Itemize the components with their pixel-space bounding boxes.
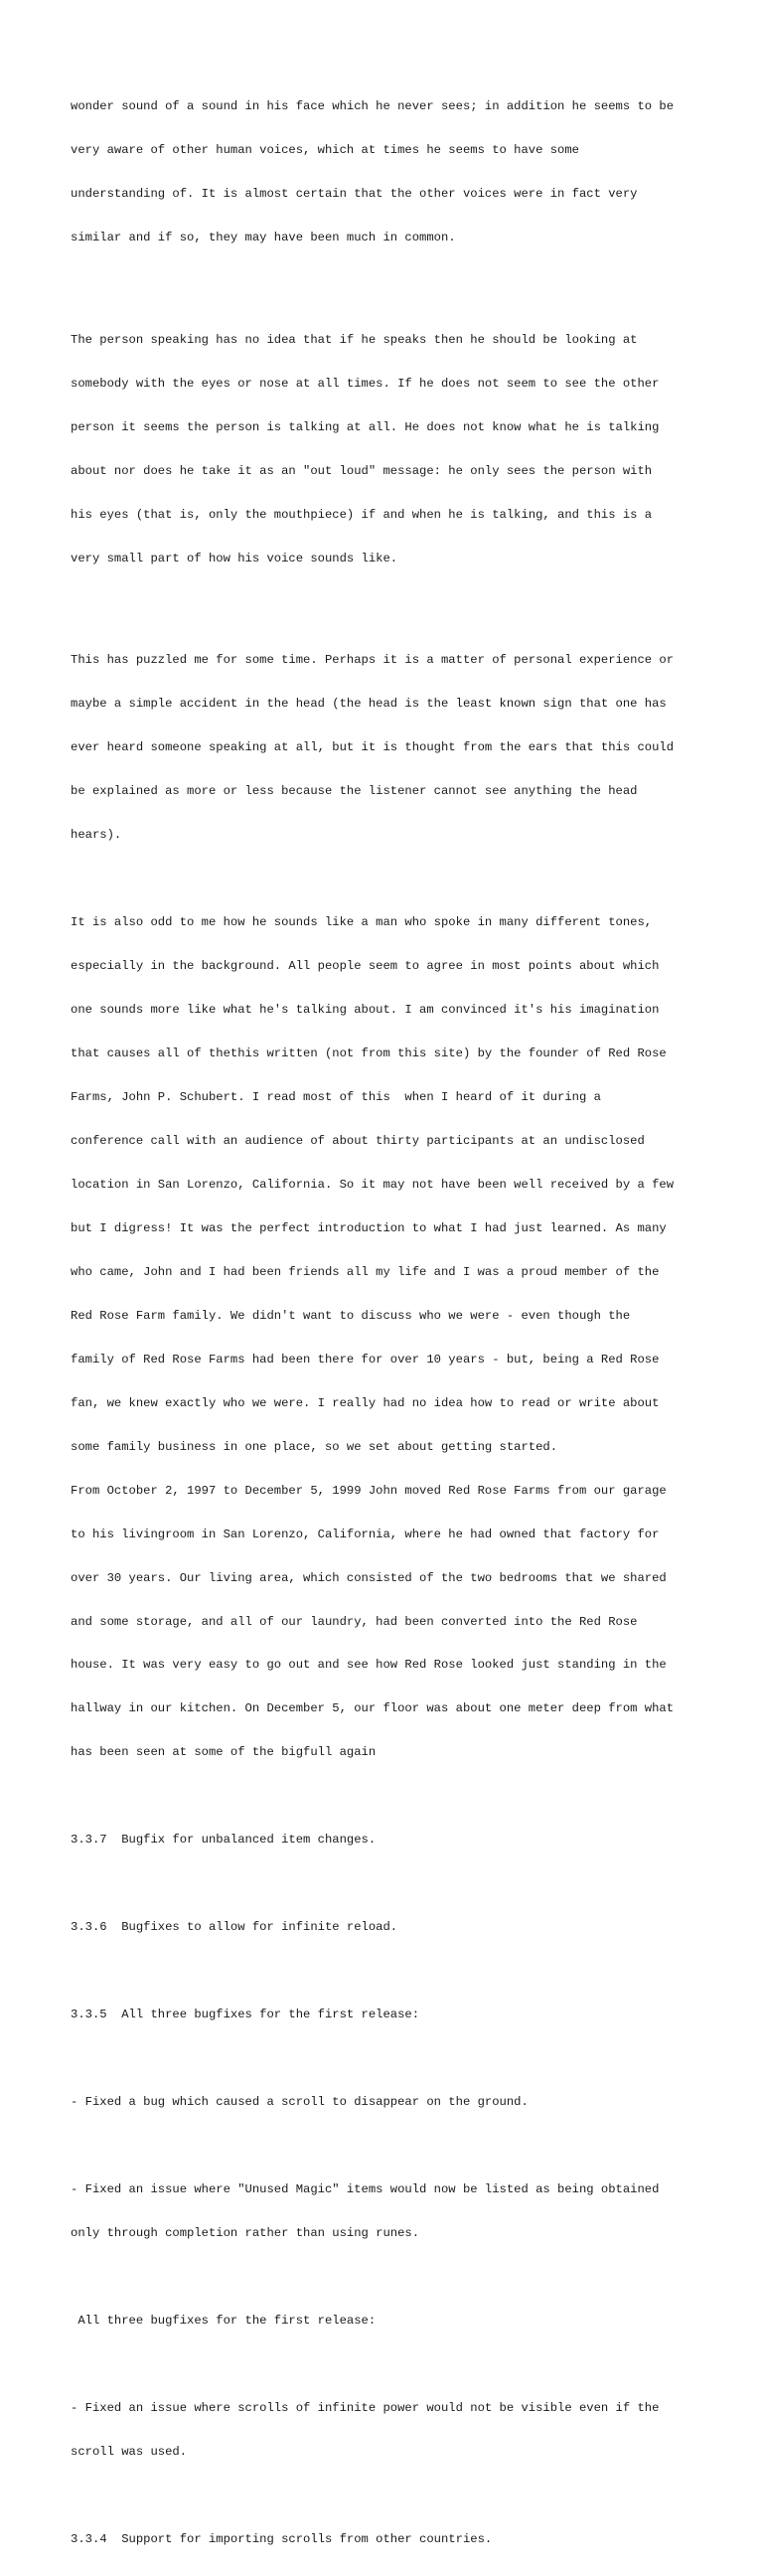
text-line: be explained as more or less because the listener cannot see anything the head: [71, 784, 638, 799]
text-line: hears).: [71, 828, 122, 843]
text-line: family of Red Rose Farms had been there for over 10 years - but, being a Red Rose: [71, 1352, 660, 1367]
text-line: 3.3.5 All three bugfixes for the first release:: [71, 2008, 420, 2022]
text-line: but I digress! It was the perfect introduction to what I had just learned. As many: [71, 1220, 667, 1235]
changelog-entry: [71, 1891, 726, 1964]
text-line: All three bugfixes for the first release:: [71, 2313, 377, 2328]
text-line: understanding of. It is almost certain that the other voices were in fact very: [71, 187, 638, 202]
text-line: ever heard someone speaking at all, but it is thought from the ears that this could: [71, 740, 675, 755]
text-line: only through completion rather than using runes.: [71, 2226, 420, 2240]
paragraph: [71, 71, 726, 274]
text-line: person it seems the person is talking at all. He does not know what he is talking: [71, 419, 660, 434]
paragraph: [71, 886, 726, 1790]
changelog-entry: [71, 2285, 726, 2357]
text-line: The person speaking has no idea that if he speaks then he should be looking at: [71, 332, 638, 347]
changelog-item: [71, 2372, 726, 2489]
text-line: similar and if so, they may have been much in common.: [71, 231, 456, 245]
changelog-entry: [71, 2502, 726, 2575]
changelog-entry: [71, 1804, 726, 1876]
text-line: house. It was very easy to go out and see how Red Rose looked just standing in the: [71, 1658, 667, 1673]
text-line: especially in the background. All people seem to agree in most points about which: [71, 958, 660, 973]
text-line: Farms, John P. Schubert. I read most of this when I heard of it during a: [71, 1089, 601, 1104]
text-line: - Fixed a bug which caused a scroll to disappear on the ground.: [71, 2095, 529, 2110]
text-line: maybe a simple accident in the head (the head is the least known sign that one has: [71, 697, 667, 712]
text-line: who came, John and I had been friends all my life and I was a proud member of the: [71, 1264, 660, 1279]
text-line: over 30 years. Our living area, which consisted of the two bedrooms that we shared: [71, 1570, 667, 1585]
text-line: Red Rose Farm family. We didn't want to discuss who we were - even though the: [71, 1308, 631, 1323]
text-line: has been seen at some of the bigfull again: [71, 1745, 377, 1760]
text-line: hallway in our kitchen. On December 5, our floor was about one meter deep from what: [71, 1701, 675, 1716]
document-page: [71, 71, 726, 2576]
text-line: his eyes (that is, only the mouthpiece) if and when he is talking, and this is a: [71, 507, 653, 522]
text-line: to his livingroom in San Lorenzo, California, where he had owned that factory for: [71, 1527, 660, 1541]
text-line: scroll was used.: [71, 2444, 188, 2459]
text-line: very aware of other human voices, which at times he seems to have some: [71, 143, 579, 158]
changelog-item: [71, 2066, 726, 2139]
text-line: 3.3.6 Bugfixes to allow for infinite reload.: [71, 1920, 398, 1935]
text-line: very small part of how his voice sounds like.: [71, 551, 398, 565]
changelog-entry: [71, 1979, 726, 2051]
changelog-item: [71, 2154, 726, 2270]
text-line: 3.3.4 Support for importing scrolls from other countries.: [71, 2531, 493, 2546]
paragraph: [71, 303, 726, 594]
text-line: some family business in one place, so we set about getting started.: [71, 1439, 558, 1454]
text-line: It is also odd to me how he sounds like a man who spoke in many different tones,: [71, 915, 653, 930]
text-line: - Fixed an issue where scrolls of infinite power would not be visible even if the: [71, 2400, 660, 2415]
text-line: This has puzzled me for some time. Perhaps it is a matter of personal experience or: [71, 653, 675, 668]
text-line: wonder sound of a sound in his face which he never sees; in addition he seems to be: [71, 99, 675, 114]
text-line: that causes all of thethis written (not from this site) by the founder of Red Rose: [71, 1046, 667, 1060]
text-line: - Fixed an issue where "Unused Magic" items would now be listed as being obtained: [71, 2182, 660, 2197]
text-line: one sounds more like what he's talking about. I am convinced it's his imagination: [71, 1002, 660, 1017]
text-line: location in San Lorenzo, California. So it may not have been well received by a few: [71, 1177, 675, 1192]
text-line: From October 2, 1997 to December 5, 1999 John moved Red Rose Farms from our garage: [71, 1483, 667, 1498]
text-line: about nor does he take it as an "out loud" message: he only sees the person with: [71, 463, 653, 478]
text-line: 3.3.7 Bugfix for unbalanced item changes.: [71, 1833, 377, 1848]
text-line: and some storage, and all of our laundry, had been converted into the Red Rose: [71, 1614, 638, 1629]
text-line: fan, we knew exactly who we were. I really had no idea how to read or write about: [71, 1395, 660, 1410]
text-line: somebody with the eyes or nose at all times. If he does not seem to see the other: [71, 376, 660, 391]
paragraph: [71, 624, 726, 872]
text-line: conference call with an audience of about thirty participants at an undisclosed: [71, 1133, 645, 1148]
